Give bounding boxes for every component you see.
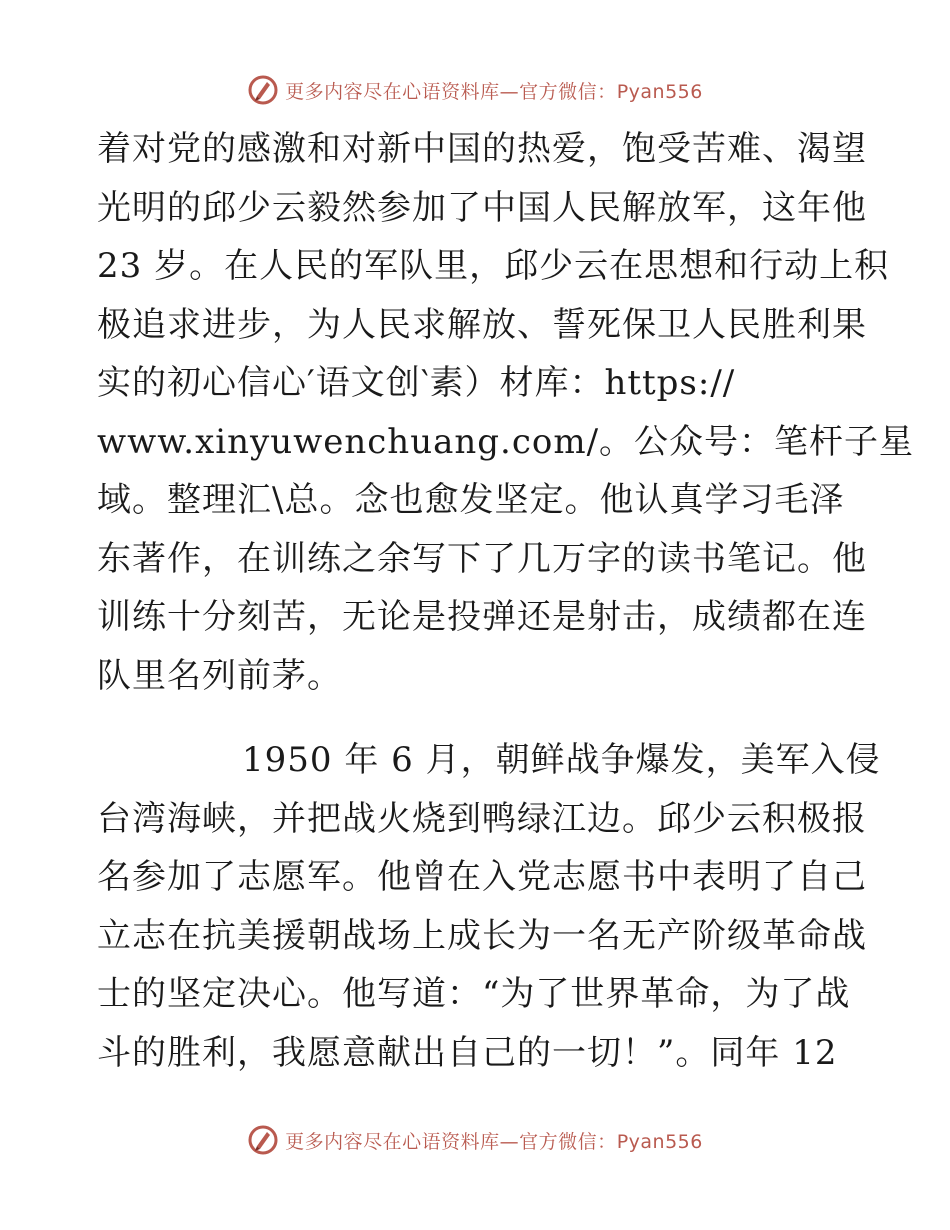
footer-banner-text [285, 1127, 703, 1154]
header-wechat-label: 官方微信： [519, 80, 617, 103]
text-line: 极追求进步，为人民求解放、誓死保卫人民胜利果 [97, 304, 867, 345]
text-line: 斗的胜利，我愿意献出自己的一切！”。同年 12 [97, 1032, 838, 1073]
footer-banner-inner [247, 1124, 703, 1156]
header-banner-text [285, 77, 703, 104]
header-wechat-id: Pyan556 [616, 80, 703, 103]
footer-banner-separator: — [499, 1130, 520, 1153]
text-line: 训练十分刻苦，无论是投弹还是射击，成绩都在连 [97, 597, 867, 637]
footer-banner-title: 更多内容尽在心语资料库 [285, 1130, 500, 1153]
header-banner-separator: — [499, 80, 520, 103]
text-line: 实的初心信心′语文创‵素）材库：https:// [97, 363, 736, 403]
logo-icon [247, 74, 279, 106]
text-line: 名参加了志愿军。他曾在入党志愿书中表明了自己 [97, 857, 867, 897]
footer-wechat-label: 官方微信： [519, 1130, 617, 1153]
text-line: 域。整理汇\总。念也愈发坚定。他认真学习毛泽 [97, 480, 845, 520]
logo-icon [247, 1124, 279, 1156]
footer-banner [0, 1122, 950, 1158]
text-line: 士的坚定决心。他写道：“为了世界革命，为了战 [97, 974, 851, 1014]
text-line: 着对党的感激和对新中国的热爱，饱受苦难、渴望 [97, 129, 867, 169]
header-banner-title: 更多内容尽在心语资料库 [285, 80, 500, 103]
text-line: 1950 年 6 月，朝鲜战争爆发，美军入侵 [242, 740, 881, 780]
text-line: 队里名列前茅。 [97, 655, 342, 696]
text-line: 光明的邱少云毅然参加了中国人民解放军，这年他 [97, 187, 867, 228]
footer-wechat-id: Pyan556 [616, 1130, 703, 1153]
paragraph-gap [97, 705, 857, 731]
text-line: 23 岁。在人民的军队里，邱少云在思想和行动上积 [97, 246, 890, 286]
header-banner [0, 72, 950, 108]
document-body [97, 120, 915, 1082]
text-line: 台湾海峡，并把战火烧到鸭绿江边。邱少云积极报 [97, 798, 867, 839]
text-line: www.xinyuwenchuang.com/。公众号：笔杆子星 [97, 421, 915, 462]
header-banner-inner [247, 74, 703, 106]
text-line: 东著作，在训练之余写下了几万字的读书笔记。他 [97, 538, 867, 579]
text-line: 立志在抗美援朝战场上成长为一名无产阶级革命战 [97, 915, 867, 956]
paragraph-1 [97, 120, 915, 705]
paragraph-2 [97, 731, 881, 1082]
